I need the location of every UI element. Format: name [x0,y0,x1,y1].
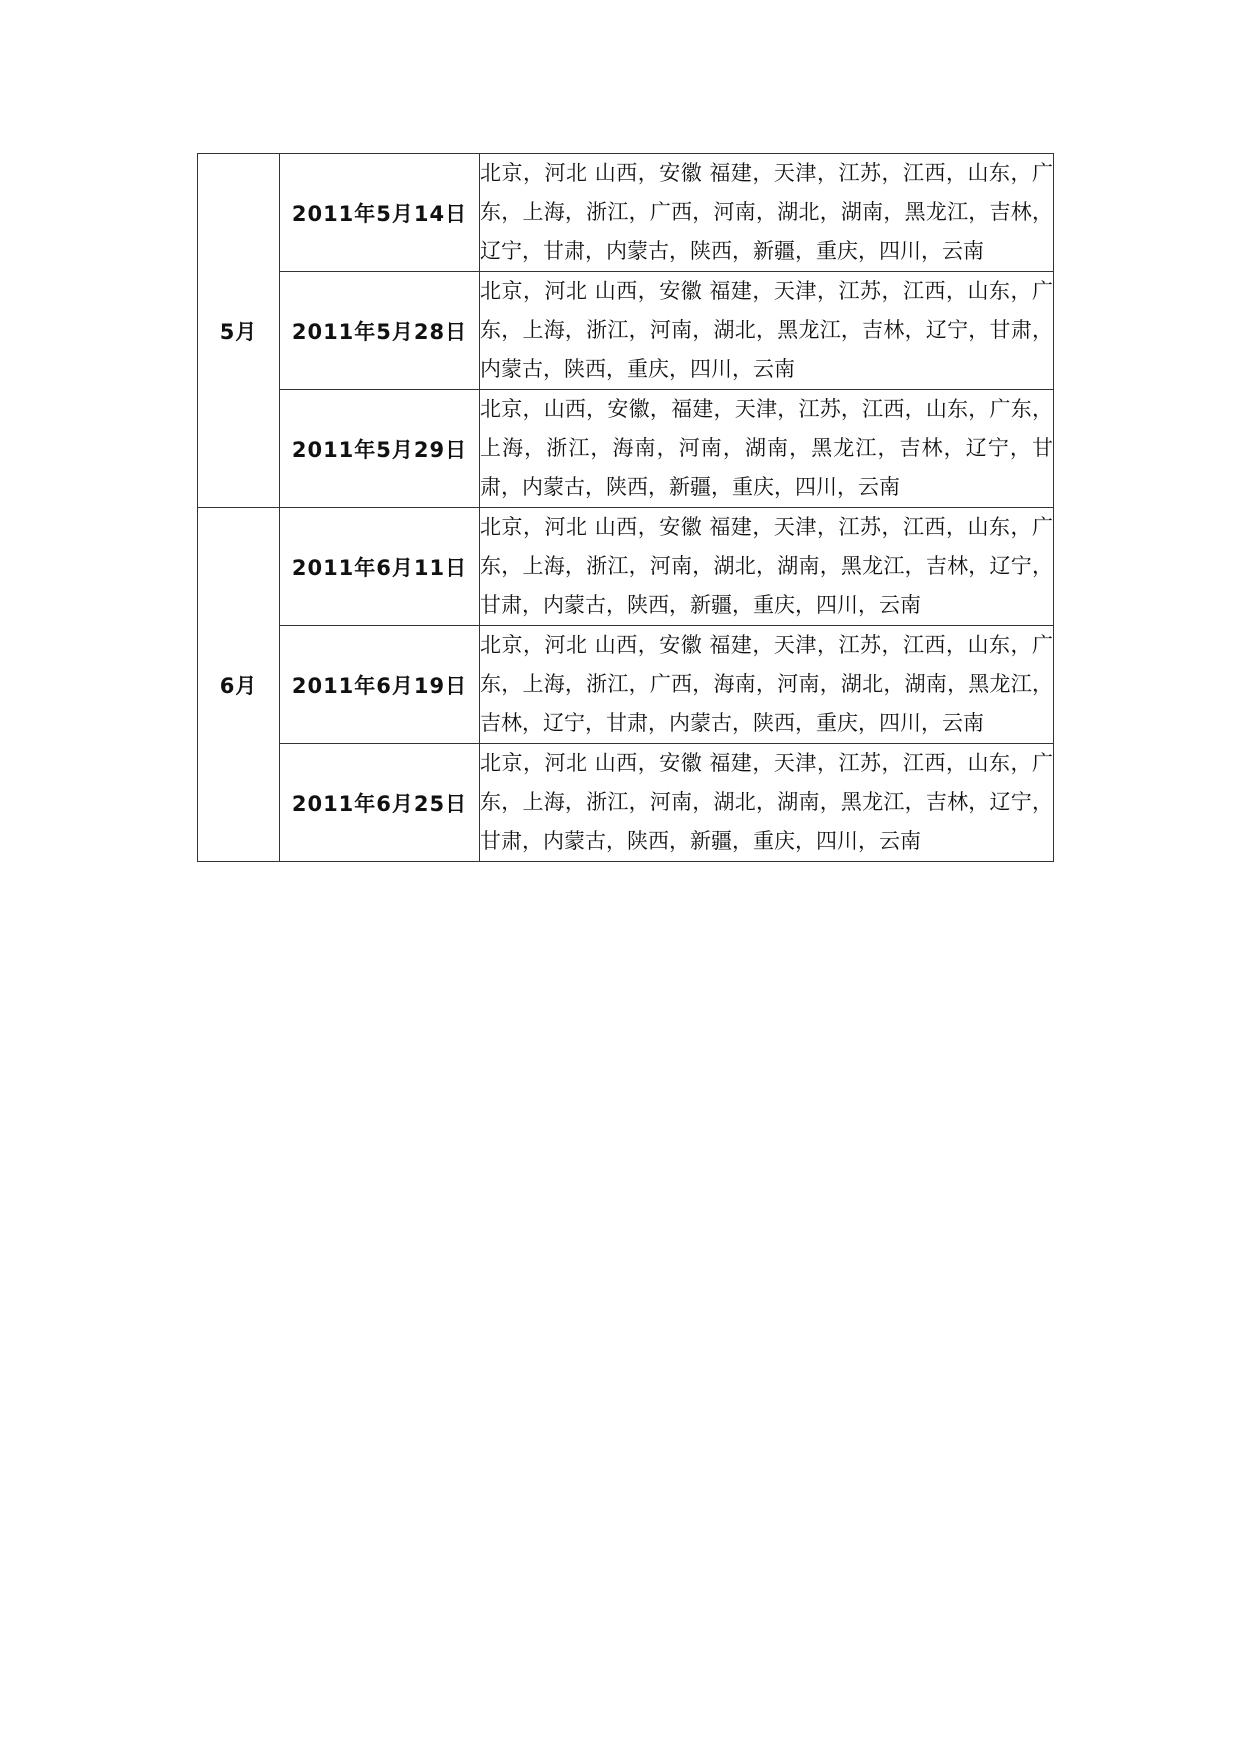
regions-cell: 北京，山西，安徽，福建，天津，江苏，江西，山东，广东，上海，浙江，海南，河南，湖南，黑龙江，吉林，辽宁，甘肃，内蒙古，陕西，新疆，重庆，四川，云南 [480,390,1054,508]
date-cell: 2011年5月14日 [280,154,480,272]
date-cell: 2011年6月19日 [280,626,480,744]
date-cell: 2011年6月11日 [280,508,480,626]
regions-cell: 北京，河北 山西，安徽 福建，天津，江苏，江西，山东，广东，上海，浙江，广西，海南，河南，湖北，湖南，黑龙江，吉林，辽宁，甘肃，内蒙古，陕西，重庆，四川，云南 [480,626,1054,744]
table-row [198,626,1054,744]
table-row [198,508,1054,626]
date-cell: 2011年5月28日 [280,272,480,390]
schedule-table [197,153,1054,862]
table-row [198,744,1054,862]
regions-cell: 北京，河北 山西，安徽 福建，天津，江苏，江西，山东，广东，上海，浙江，广西，河南，湖北，湖南，黑龙江，吉林，辽宁，甘肃，内蒙古，陕西，新疆，重庆，四川，云南 [480,154,1054,272]
month-cell-june: 6月 [198,508,280,862]
month-cell-may: 5月 [198,154,280,508]
date-cell: 2011年5月29日 [280,390,480,508]
regions-cell: 北京，河北 山西，安徽 福建，天津，江苏，江西，山东，广东，上海，浙江，河南，湖北，湖南，黑龙江，吉林，辽宁，甘肃，内蒙古，陕西，新疆，重庆，四川，云南 [480,508,1054,626]
table-row [198,272,1054,390]
regions-cell: 北京，河北 山西，安徽 福建，天津，江苏，江西，山东，广东，上海，浙江，河南，湖北，湖南，黑龙江，吉林，辽宁，甘肃，内蒙古，陕西，新疆，重庆，四川，云南 [480,744,1054,862]
table-row [198,390,1054,508]
table-row [198,154,1054,272]
date-cell: 2011年6月25日 [280,744,480,862]
regions-cell: 北京，河北 山西，安徽 福建，天津，江苏，江西，山东，广东，上海，浙江，河南，湖北，黑龙江，吉林，辽宁，甘肃，内蒙古，陕西，重庆，四川，云南 [480,272,1054,390]
